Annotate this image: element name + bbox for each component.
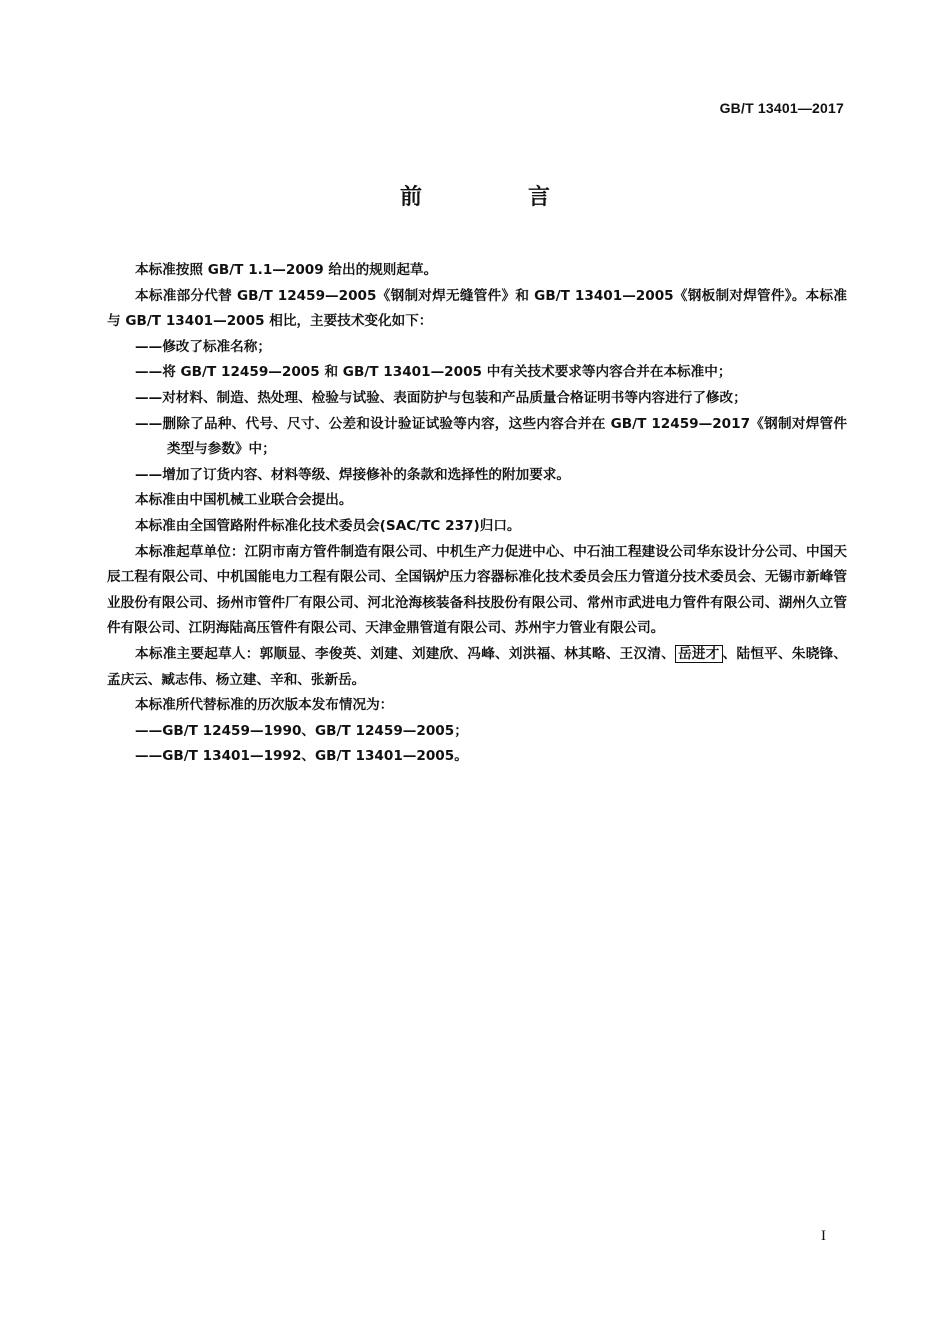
foreword-body (107, 258, 861, 770)
paragraph-version-history: 本标准所代替标准的历次版本发布情况为： (135, 697, 394, 714)
page-title: 前 言 (399, 185, 592, 210)
version-item: ——GB/T 13401—1992、GB/T 13401—2005。 (135, 748, 468, 765)
drafters-text-after: 、陆恒平、朱晓锋、孟庆云、臧志伟、杨立建、辛和、张新岳。 (107, 645, 848, 688)
paragraph-replacement: 本标准部分代替 GB/T 12459—2005《钢制对焊无缝管件》和 GB/T 13401—2005《钢板制对焊管件》。本标准与 GB/T 13401—2005 相比，主要技术变化如下： (107, 287, 847, 330)
drafters-text-before: 本标准主要起草人：郭顺显、李俊英、刘建、刘建欣、冯峰、刘洪福、林其略、王汉清、 (135, 645, 676, 662)
paragraph-drafting-rules: 本标准按照 GB/T 1.1—2009 给出的规则起草。 (135, 262, 438, 278)
paragraph-drafting-units: 本标准起草单位：江阴市南方管件制造有限公司、中机生产力促进中心、中石油工程建设公司华东设计分公司、中国天辰工程有限公司、中机国能电力工程有限公司、全国锅炉压力容器标准化技术委员会压力管道分技术委员会、无锡市新峰管业股份有限公司、扬州市管件厂有限公司、河北沧海核装备科技股份有限公司、常州市武进电力管件有限公司、湖州久立管件有限公司、江阴海陆高压管件有限公司、天津金鼎管道有限公司、苏州宇力管业有限公司。 (107, 543, 847, 637)
paragraph-proposer: 本标准由中国机械工业联合会提出。 (135, 492, 353, 509)
page-number: I (821, 1228, 826, 1244)
change-item: ——将 GB/T 12459—2005 和 GB/T 13401—2005 中有关技术要求等内容合并在本标准中； (135, 364, 732, 381)
change-item: ——增加了订货内容、材料等级、焊接修补的条款和选择性的附加要求。 (135, 466, 570, 483)
paragraph-drafters (107, 642, 847, 693)
standard-code: GB/T 13401—2017 (719, 100, 844, 116)
paragraph-administrator: 本标准由全国管路附件标准化技术委员会(SAC/TC 237)归口。 (135, 517, 521, 534)
version-item: ——GB/T 12459—1990、GB/T 12459—2005； (135, 722, 468, 739)
change-item: ——对材料、制造、热处理、检验与试验、表面防护与包装和产品质量合格证明书等内容进行了修改； (135, 389, 747, 406)
change-item: ——修改了标准名称； (135, 338, 271, 355)
change-item: ——删除了品种、代号、尺寸、公差和设计验证试验等内容，这些内容合并在 GB/T 12459—2017《钢制对焊管件 类型与参数》中； (135, 415, 861, 458)
boxed-drafter-name: 岳进才 (675, 645, 723, 663)
